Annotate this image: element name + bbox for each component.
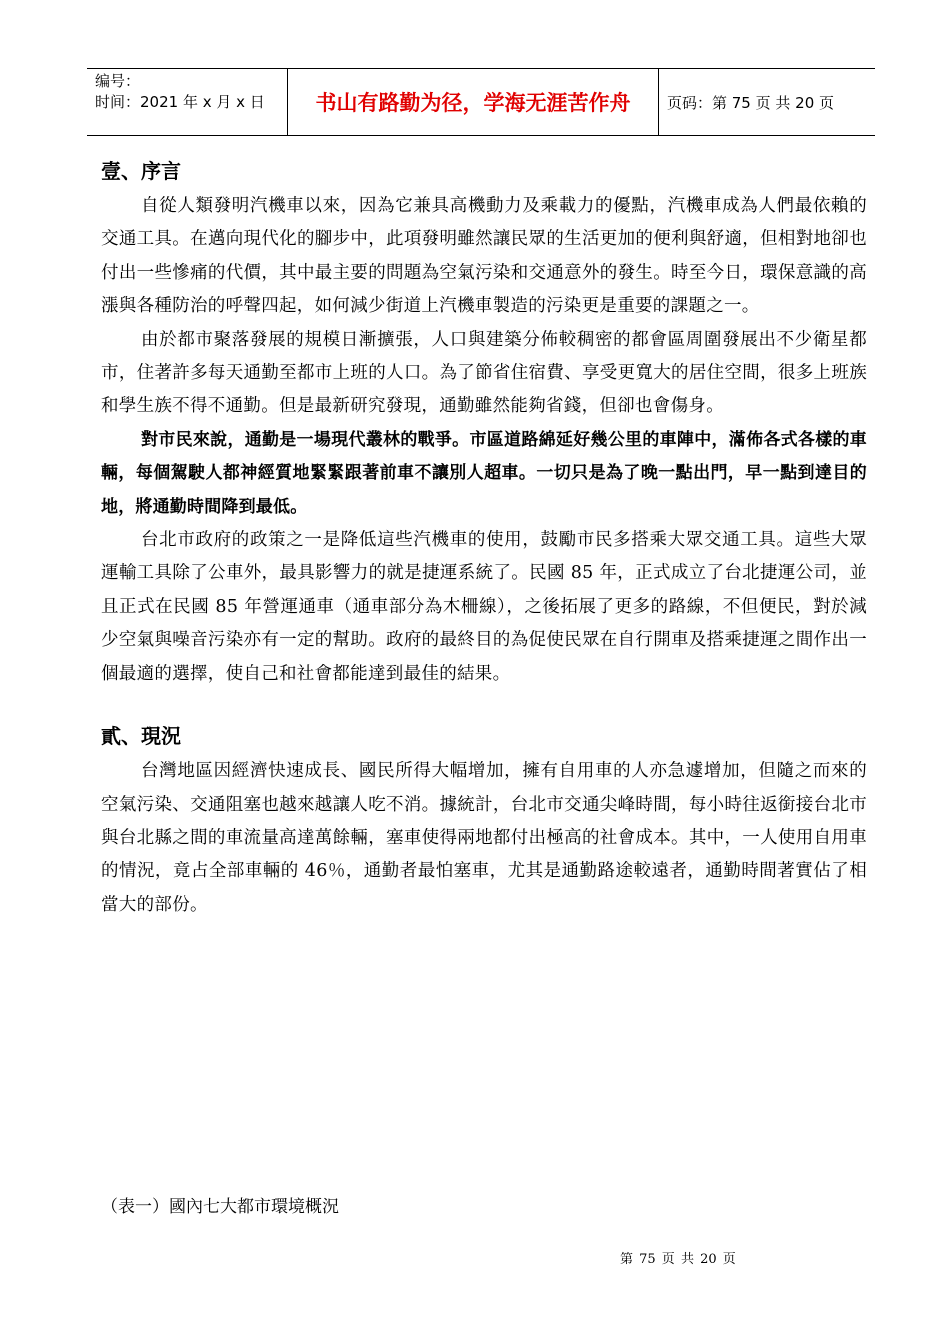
paragraph: 自從人類發明汽機車以來，因為它兼具高機動力及乘載力的優點，汽機車成為人們最依賴的交通工具。在邁向現代化的腳步中，此項發明雖然讓民眾的生活更加的便利與舒適，但相對地卻也付出一些慘痛的代價，其中最主要的問題為空氣污染和交通意外的發生。時至今日，環保意識的高漲與各種防治的呼聲四起，如何減少街道上汽機車製造的污染更是重要的課題之一。 [101, 196, 867, 317]
header-page-info: 页码：第 75 页 共 20 页 [667, 93, 835, 112]
section-title-preface: 壹、序言 [101, 159, 181, 183]
paragraph-bold: 對市民來說，通勤是一場現代叢林的戰爭。市區道路綿延好幾公里的車陣中，滿佈各式各樣的車輛，每個駕駛人都神經質地緊緊跟著前車不讓別人超車。一切只是為了晚一點出門，早一點到達目的地，將通勤時間降到最低。 [101, 429, 867, 517]
header-motto: 书山有路勤为径，学海无涯苦作舟 [287, 69, 659, 135]
table-caption: （表一）國內七大都市環境概況 [101, 1197, 339, 1217]
section-title-status: 貳、現況 [101, 724, 181, 749]
header-date: 时间：2021 年 x 月 x 日 [95, 93, 265, 111]
header-meta [87, 69, 287, 135]
paragraph: 由於都市聚落發展的規模日漸擴張，人口與建築分佈較稠密的都會區周圍發展出不少衛星都市，住著許多每天通勤至都市上班的人口。為了節省住宿費、享受更寬大的居住空間，很多上班族和學生族不得不通勤。但是最新研究發現，通勤雖然能夠省錢，但卻也會傷身。 [101, 329, 867, 417]
paragraph: 台北市政府的政策之一是降低這些汽機車的使用，鼓勵市民多搭乘大眾交通工具。這些大眾運輸工具除了公車外，最具影響力的就是捷運系統了。民國 85 年，正式成立了台北捷運公司，並且正式在民國 85 年營運通車（通車部分為木柵線），之後拓展了更多的路線，不但便民，對於減少空氣與噪音污染亦有一定的幫助。政府的最終目的為促使民眾在自行開車及搭乘捷運之間作出一個最適的選擇，使自己和社會都能達到最佳的結果。 [101, 530, 867, 684]
header-number-label: 编号： [95, 72, 141, 90]
paragraph: 台灣地區因經濟快速成長、國民所得大幅增加，擁有自用車的人亦急遽增加，但隨之而來的空氣污染、交通阻塞也越來越讓人吃不消。據統計，台北市交通尖峰時間，每小時往返銜接台北市與台北縣之間的車流量高達萬餘輛，塞車使得兩地都付出極高的社會成本。其中，一人使用自用車的情況，竟占全部車輛的 46％，通勤者最怕塞車，尤其是通勤路途較遠者，通勤時間著實佔了相當大的部份。 [101, 761, 867, 915]
document-body [101, 152, 867, 922]
page-header [87, 68, 875, 136]
page-footer: 第 75 页 共 20 页 [620, 1252, 736, 1267]
